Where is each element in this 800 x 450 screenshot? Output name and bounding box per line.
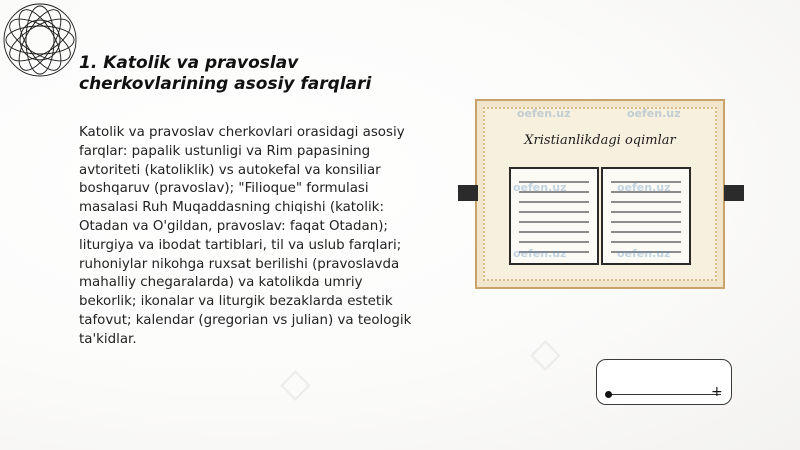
watermark-text: oefen.uz xyxy=(513,181,567,194)
media-progress-track[interactable] xyxy=(609,394,721,395)
background-faint-shape: ◇ xyxy=(530,330,561,376)
book-illustration xyxy=(475,99,725,289)
watermark-text: oefen.uz xyxy=(517,107,571,120)
watermark-text: oefen.uz xyxy=(627,107,681,120)
slide-body-text: Katolik va pravoslav cherkovlari orasidagi asosiy farqlar: papalik ustunligi va Rim papasining avtoriteti (katoliklik) vs autokefal va konsiliar boshqaruv (pravoslav); "Filioque" formulasi masalasi Ruh Muqaddasning chiqishi (katolik: Otadan va O'gildan, pravoslav: faqat Otadan); liturgiya va ibodat tartiblari, til va uslub farqlari; ruhoniylar nikohga ruxsat berilishi (pravoslavda mahalliy chegaralarda) va katolikda umriy bekorlik; ikonalar va liturgik bezaklarda estetik tafovut; kalendar (gregorian vs julian) va teologik ta'kidlar. xyxy=(79,125,412,347)
dot-icon[interactable] xyxy=(605,391,612,398)
circular-line-ornament-icon xyxy=(0,0,80,80)
illustration-caption: Xristianlikdagi oqimlar xyxy=(524,133,676,148)
illustration-left-tab xyxy=(458,185,478,201)
illustration-right-tab xyxy=(724,185,744,201)
slide-title: 1. Katolik va pravoslav cherkovlarining asosiy farqlari xyxy=(79,53,372,94)
watermark-text: oefen.uz xyxy=(617,247,671,260)
background-faint-shape: ◇ xyxy=(280,360,311,406)
plus-icon[interactable]: + xyxy=(711,384,723,400)
watermark-text: oefen.uz xyxy=(513,247,567,260)
media-control[interactable] xyxy=(596,359,732,405)
watermark-text: oefen.uz xyxy=(617,181,671,194)
